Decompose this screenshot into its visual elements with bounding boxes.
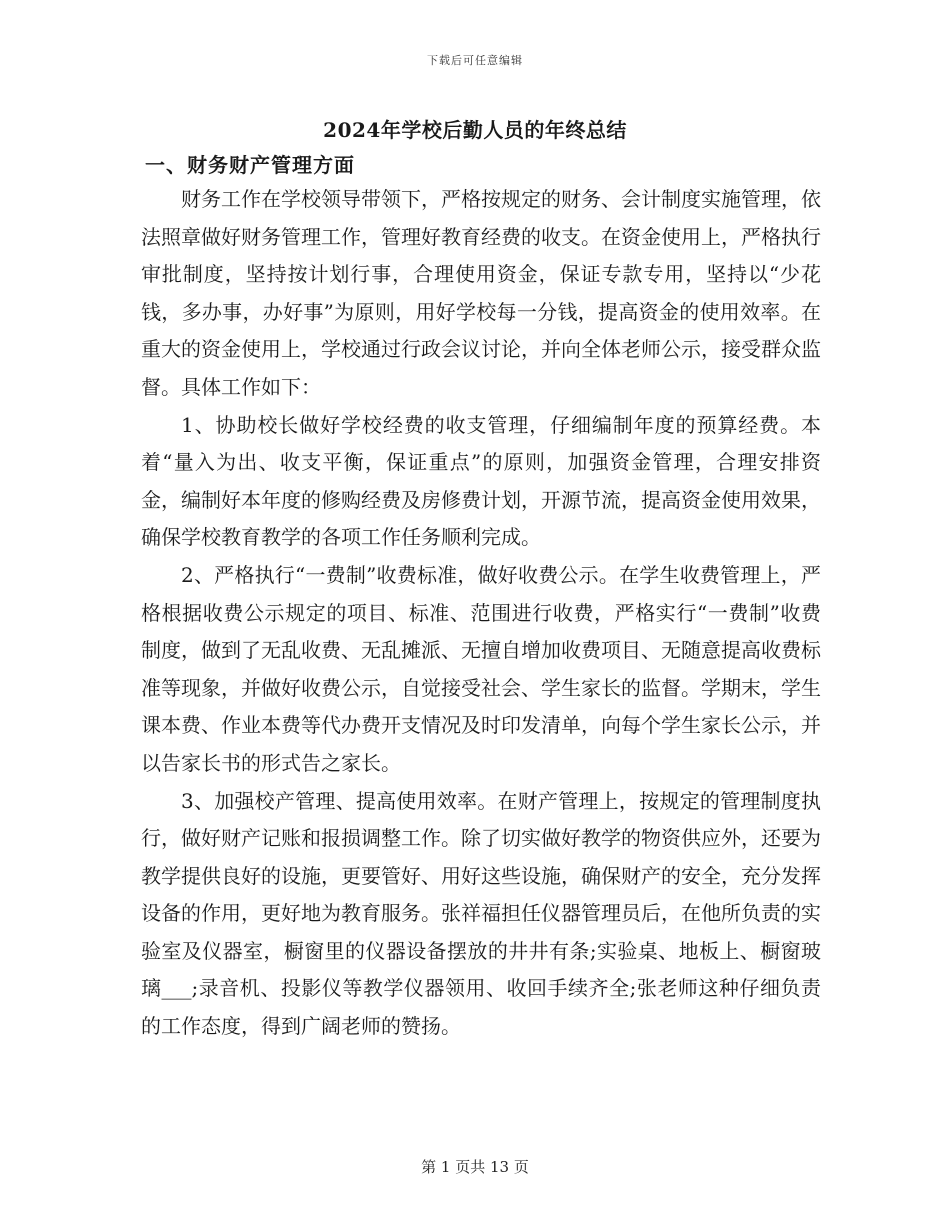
paragraph-item-1: 1、协助校长做好学校经费的收支管理，仔细编制年度的预算经费。本着“量入为出、收支平衡，保证重点”的原则，加强资金管理，合理安排资金，编制好本年度的修购经费及房修费计划，开源节流，提高资金使用效果，确保学校教育教学的各项工作任务顺利完成。 (141, 412, 821, 550)
header-note: 下载后可任意编辑 (427, 54, 523, 67)
paragraph-intro: 财务工作在学校领导带领下，严格按规定的财务、会计制度实施管理，依法照章做好财务管理工作，管理好教育经费的收支。在资金使用上，严格执行审批制度，坚持按计划行事，合理使用资金，保证专款专用，坚持以“少花钱，多办事，办好事”为原则，用好学校每一分钱，提高资金的使用效率。在重大的资金使用上，学校通过行政会议讨论，并向全体老师公示，接受群众监督。具体工作如下： (141, 187, 821, 399)
paragraph-item-2: 2、严格执行“一费制”收费标准，做好收费公示。在学生收费管理上，严格根据收费公示规定的项目、标准、范围进行收费，严格实行“一费制”收费制度，做到了无乱收费、无乱摊派、无擅自增加收费项目、无随意提高收费标准等现象，并做好收费公示，自觉接受社会、学生家长的监督。学期末，学生课本费、作业本费等代办费开支情况及时印发清单，向每个学生家长公示，并以告家长书的形式告之家长。 (141, 562, 821, 775)
document-title: 2024年学校后勤人员的年终总结 (323, 118, 627, 142)
page-number: 第 1 页共 13 页 (421, 1158, 529, 1176)
paragraph-item-3: 3、加强校产管理、提高使用效率。在财产管理上，按规定的管理制度执行，做好财产记账和报损调整工作。除了切实做好教学的物资供应外，还要为教学提供良好的设施，更要管好、用好这些设施，确保财产的安全，充分发挥设备的作用，更好地为教育服务。张祥福担任仪器管理员后，在他所负责的实验室及仪器室，橱窗里的仪器设备摆放的井井有条;实验桌、地板上、橱窗玻璃___;录音机、投影仪等教学仪器领用、收回手续齐全;张老师这种仔细负责的工作态度，得到广阔老师的赞扬。 (141, 788, 821, 1039)
section-heading: 一、财务财产管理方面 (145, 153, 355, 177)
document-body (141, 181, 821, 1046)
